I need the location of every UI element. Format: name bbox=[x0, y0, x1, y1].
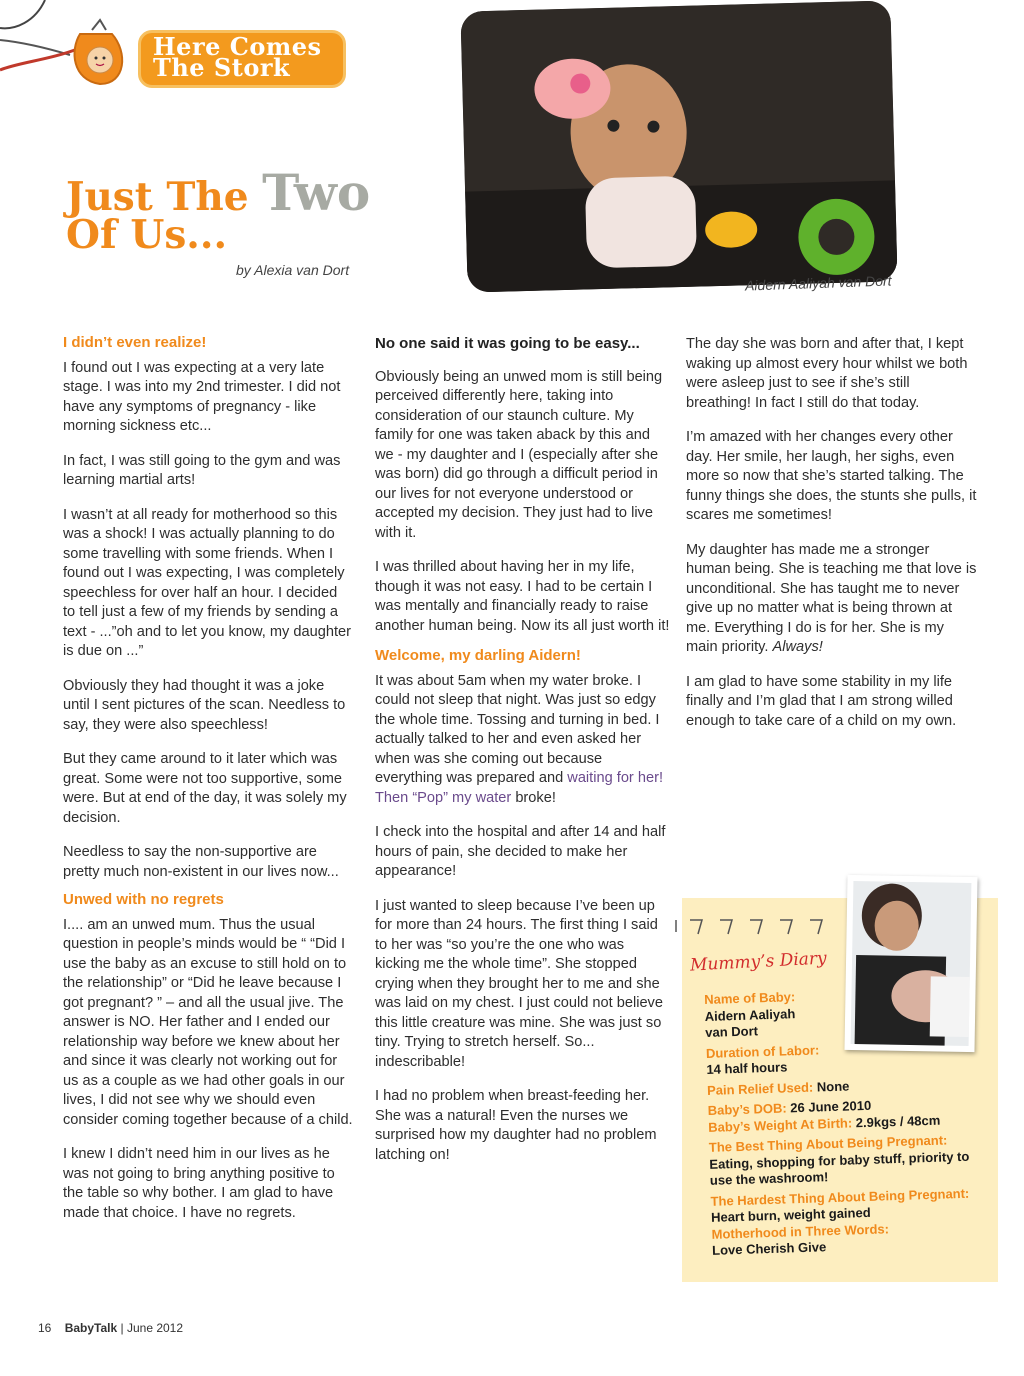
diary-label: Baby’s DOB: bbox=[707, 1100, 787, 1118]
section-title-line2: The Stork bbox=[153, 53, 291, 82]
diary-value: Aidern Aaliyah van Dort bbox=[704, 1005, 796, 1040]
paragraph: I was thrilled about having her in my life, though it was not easy. I had to be certain I was mentally and financially ready to raise another human being. Now its all just worth it! bbox=[375, 559, 670, 634]
byline: by Alexia van Dort bbox=[236, 262, 350, 278]
paragraph bbox=[686, 541, 978, 658]
text: broke! bbox=[511, 789, 556, 806]
subheading: No one said it was going to be easy... bbox=[375, 335, 640, 352]
paragraph: I had no problem when breast-feeding her. She was a natural! Even the nurses we surprised how my daughter had no problem latching on! bbox=[375, 1088, 657, 1163]
section-badge bbox=[138, 30, 346, 88]
column-3 bbox=[686, 335, 978, 746]
diary-value: Heart burn, weight gained bbox=[710, 1204, 871, 1225]
diary-label: The Best Thing About Being Pregnant: bbox=[708, 1132, 948, 1155]
text: My daughter has made me a stronger human being. She is teaching me that love is unconditional. She has taught me to never give up no matter what is being thrown at me. Everything I do is for her. She is my main priority. bbox=[686, 541, 977, 655]
text: Always! bbox=[772, 639, 823, 655]
diary-value: 14 half hours bbox=[706, 1059, 788, 1077]
article-title-line2: Of Us... bbox=[66, 212, 228, 258]
issue-date: | June 2012 bbox=[120, 1321, 184, 1335]
subheading: Unwed with no regrets bbox=[63, 891, 224, 908]
paragraph: In fact, I was still going to the gym and was learning martial arts! bbox=[63, 452, 341, 488]
paragraph: I wasn’t at all ready for motherhood so this was a shock! I was actually planning to do some travelling with some friends. When I found out I was expecting, I was completely speechless for over half an hour. I decided to tell just a few of my friends by sending a text - ...”oh and to let you know, my daughter is due on ...” bbox=[63, 506, 351, 659]
text: waiting for her! Then “Pop” my water bbox=[375, 770, 663, 806]
diary-label: Duration of Labor: bbox=[705, 1041, 820, 1061]
diary-label: Name of Baby: bbox=[704, 989, 796, 1007]
text: It was about 5am when my water broke. I could not sleep that night. Was just so edgy the whole time. Tossing and turning in bed. I actually talked to her and even asked her when was she coming out because everything was prepared and bbox=[375, 672, 660, 786]
diary-binding-marks bbox=[672, 912, 842, 938]
diary-facts bbox=[704, 983, 988, 1263]
column-1 bbox=[63, 333, 353, 1238]
paragraph: Needless to say the non-supportive are pretty much non-existent in our lives now... bbox=[63, 844, 339, 880]
diary-label: Baby’s Weight At Birth: bbox=[708, 1114, 853, 1135]
page-number: 16 bbox=[38, 1321, 52, 1335]
paragraph bbox=[375, 672, 670, 809]
paragraph: I found out I was expecting at a very late stage. I was into my 2nd trimester. I did not have any symptoms of pregnancy - like morning sickness etc... bbox=[63, 359, 341, 434]
paragraph: I’m amazed with her changes every other day. Her smile, her laugh, her sighs, even more so now that she’s started talking. The funny things she does, the stunts she pulls, it scares me sometimes! bbox=[686, 429, 977, 523]
diary-value: Eating, shopping for baby stuff, priority to use the washroom! bbox=[709, 1148, 970, 1188]
paragraph: I just wanted to sleep because I’ve been up for more than 24 hours. The first thing I said to her was “so you’re the one who was kicking me the whole time”. She stopped crying when they brought her to me and she was laid on my chest. I just could not believe this little creature was mine. She was just so tiny. Trying to stretch herself. So... indescribable! bbox=[375, 897, 663, 1070]
diary-label: The Hardest Thing About Being Pregnant: bbox=[710, 1185, 970, 1209]
diary-value: 26 June 2010 bbox=[790, 1097, 872, 1116]
stork-illustration bbox=[0, 0, 140, 95]
magazine-name: BabyTalk bbox=[64, 1321, 118, 1335]
photo-caption: Aidern Aaliyah van Dort bbox=[744, 272, 892, 294]
page-footer bbox=[38, 1321, 183, 1335]
section-title-line1: Here Comes bbox=[153, 32, 322, 61]
paragraph: Obviously being an unwed mom is still being perceived differently here, taking into consideration of our staunch culture. My family for one was taken aback by this and we - my daughter and I (especially after she was born) did go through a difficult period in our lives for not everyone understood or accepted my decision. They just had to live with it. bbox=[375, 368, 663, 541]
paragraph: I check into the hospital and after 14 and half hours of pain, she decided to make her appearance! bbox=[375, 824, 666, 879]
subheading: I didn’t even realize! bbox=[63, 334, 207, 351]
title-part1: Just The bbox=[66, 174, 263, 220]
paragraph: I.... am an unwed mum. Thus the usual question in people’s minds would be “ “Did I use the baby as an excuse to still hold on to the relationship” or “Did he leave because I got pregnant? ” – and all the usual jive. The answer is NO. Her father and I ended our relationship way before we knew about her and since it was clearly not working out for us as a couple as we had other goals in our lives, I did not see why we should even consider coming together because of a child. bbox=[63, 916, 353, 1128]
diary-title: Mummy’s Diary bbox=[689, 948, 828, 976]
paragraph: But they came around to it later which was great. Some were not too supportive, some were. But at end of the day, it was solely my decision. bbox=[63, 751, 347, 826]
column-2 bbox=[375, 334, 670, 1180]
diary-value: 2.9kgs / 48cm bbox=[855, 1112, 941, 1130]
baby-photo bbox=[460, 0, 897, 292]
paragraph: Obviously they had thought it was a joke until I sent pictures of the scan. Needless to say, they were also speechless! bbox=[63, 677, 346, 733]
title-part2: Two bbox=[262, 163, 371, 222]
diary-value: None bbox=[816, 1077, 850, 1094]
paragraph: I knew I didn’t need him in our lives as he was not going to bring anything positive to the table so why bother. I am glad to have made that choice. I have no regrets. bbox=[63, 1146, 335, 1221]
diary-label: Motherhood in Three Words: bbox=[711, 1220, 890, 1242]
paragraph: The day she was born and after that, I kept waking up almost every hour whilst we both were asleep just to see if she’s still breathing! In fact I still do that today. bbox=[686, 336, 968, 411]
subheading: Welcome, my darling Aidern! bbox=[375, 647, 581, 664]
paragraph: I am glad to have some stability in my life finally and I’m glad that I am strong willed enough to take care of a child on my own. bbox=[686, 673, 957, 729]
diary-label: Pain Relief Used: bbox=[706, 1079, 814, 1098]
diary-value: Love Cherish Give bbox=[711, 1239, 827, 1258]
